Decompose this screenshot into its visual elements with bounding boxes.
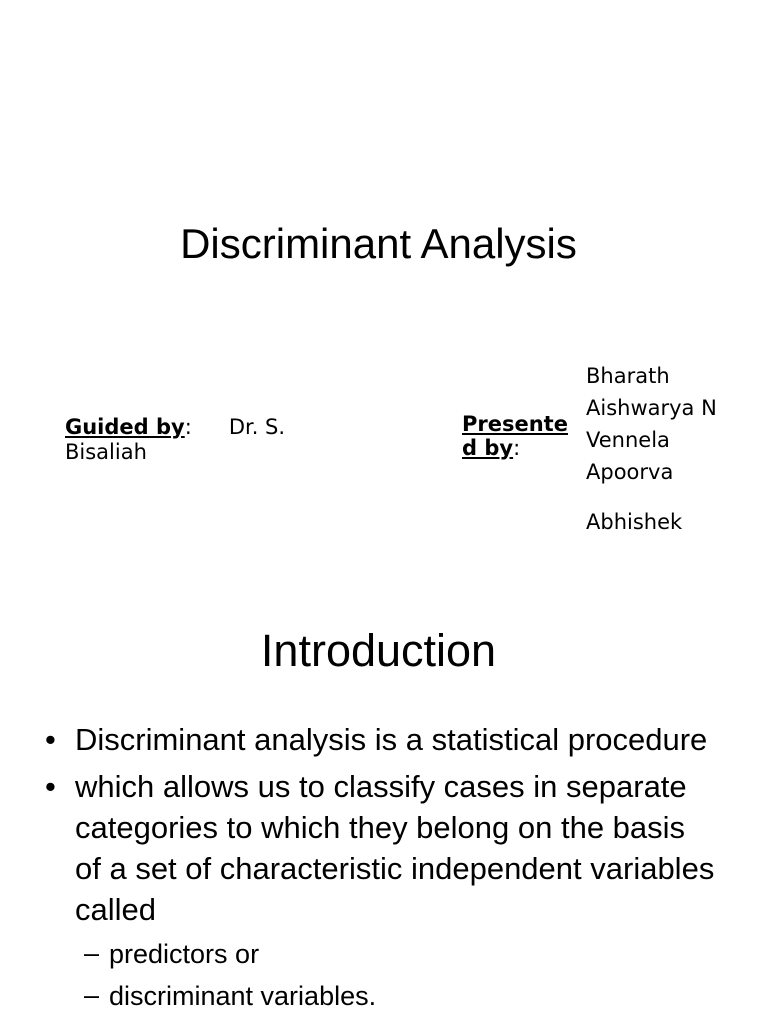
slide-title: Discriminant Analysis: [180, 220, 577, 267]
bullet-item: [0, 719, 768, 760]
presenter-name: Aishwarya N: [586, 396, 717, 420]
presenter-name: Bharath: [586, 364, 670, 388]
bullet-line: categories to which they belong on the basis: [75, 810, 686, 845]
presented-by-separator: :: [513, 436, 521, 460]
presenter-name: Apoorva: [586, 460, 674, 484]
bullet-line: of a set of characteristic independent variables: [75, 851, 715, 886]
guided-by-block: [65, 415, 315, 465]
guided-by-label: Guided by: [65, 415, 185, 439]
bullet-marker: •: [45, 722, 56, 757]
sub-bullet-marker: –: [84, 938, 100, 968]
bullet-marker: •: [45, 769, 56, 804]
guided-by-separator: :: [184, 415, 192, 439]
presenter-list: [586, 360, 758, 538]
slide-title: Introduction: [260, 625, 497, 676]
bullet-item: [0, 766, 768, 930]
bullet-line: called: [75, 892, 156, 927]
presented-by-label: Presented by: [462, 412, 568, 460]
bullet-line: Discriminant analysis is a statistical procedure: [75, 722, 708, 757]
presenter-name: Vennela: [586, 428, 670, 452]
bullet-list: [0, 719, 768, 1017]
presenter-name: Abhishek: [586, 510, 683, 534]
intro-slide: [0, 576, 768, 1024]
guide-name: Dr. S. Bisaliah: [65, 415, 286, 464]
sub-bullet-item: [0, 933, 768, 975]
sub-bullet-text: predictors or: [109, 939, 260, 969]
bullet-line: which allows us to classify cases in separate: [75, 769, 687, 804]
sub-bullet-marker: –: [84, 980, 100, 1010]
presented-by-block: [462, 412, 576, 460]
sub-bullet-item: [0, 975, 768, 1017]
sub-bullet-text: discriminant variables.: [109, 981, 377, 1011]
